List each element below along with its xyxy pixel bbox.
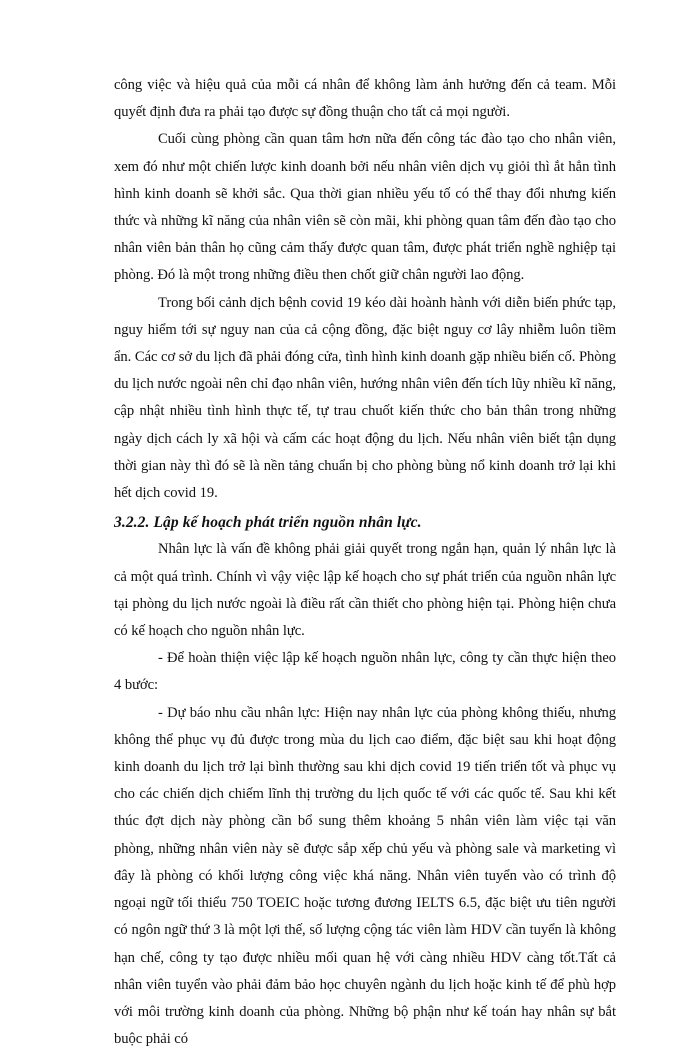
paragraph-four-steps: - Để hoàn thiện việc lập kế hoạch nguồn nhân lực, công ty cần thực hiện theo 4 bước: <box>114 650 616 694</box>
paragraph-covid: Trong bối cảnh dịch bệnh covid 19 kéo dài hoành hành với diễn biến phức tạp, nguy hiểm tới sự nguy nan của cả cộng đồng, đặc biệt nguy cơ lây nhiễm luôn tiềm ẩn. Các cơ sở du lịch đã phải đóng cửa, tình hình kinh doanh gặp nhiều biến cố. Phòng du lịch nước ngoài nên chỉ đạo nhân viên, hướng nhân viên đến tích lũy nhiều kĩ năng, cập nhật nhiều tình hình thực tế, tự trau chuốt kiến thức cho bản thân trong những ngày dịch cách ly xã hội và cấm các hoạt động du lịch. Nếu nhân viên biết tận dụng thời gian này thì đó sẽ là nền tảng chuẩn bị cho phòng bùng nổ kinh doanh trở lại khi hết dịch covid 19. <box>114 294 616 502</box>
document-body <box>114 72 616 1053</box>
paragraph-training: Cuối cùng phòng cần quan tâm hơn nữa đến công tác đào tạo cho nhân viên, xem đó như một chiến lược kinh doanh bởi nếu nhân viên dịch vụ giỏi thì ắt hẳn tình hình kinh doanh sẽ khởi sắc. Qua thời gian nhiều yếu tố có thể thay đổi nhưng kiến thức và những kĩ năng của nhân viên sẽ còn mãi, khi phòng quan tâm đến đào tạo cho nhân viên bản thân họ cũng cảm thấy được quan tâm, được phát triển nghề nghiệp tại phòng. Đó là một trong những điều then chốt giữ chân người lao động. <box>114 131 616 284</box>
paragraph-hr-planning: Nhân lực là vấn đề không phải giải quyết trong ngắn hạn, quản lý nhân lực là cả một quá trình. Chính vì vậy việc lập kế hoạch cho sự phát triển của nguồn nhân lực tại phòng du lịch nước ngoài là điều rất cần thiết cho phòng hiện tại. Phòng hiện chưa có kế hoạch cho nguồn nhân lực. <box>114 541 616 640</box>
paragraph-continuation: công việc và hiệu quả của mỗi cá nhân để không làm ảnh hưởng đến cả team. Mỗi quyết định đưa ra phải tạo được sự đồng thuận cho tất cả mọi người. <box>114 77 616 121</box>
section-heading: 3.2.2. Lập kế hoạch phát triển nguồn nhân lực. <box>114 514 422 532</box>
paragraph-demand-forecast: - Dự báo nhu cầu nhân lực: Hiện nay nhân lực của phòng không thiếu, nhưng không thể phục vụ đủ được trong mùa du lịch cao điểm, đặc biệt sau khi hoạt động kinh doanh du lịch trở lại bình thường sau khi dịch covid 19 tiến triển tốt và phục vụ cho các chiến dịch chiếm lĩnh thị trường du lịch quốc tế với các quốc tế. Sau khi kết thúc đợt dịch này phòng cần bổ sung thêm khoảng 5 nhân viên làm việc tại văn phòng, những nhân viên này sẽ được sắp xếp chủ yếu và phòng sale và marketing vì đây là phòng có khối lượng công việc khá năng. Nhân viên tuyển vào có trình độ ngoại ngữ tối thiểu 750 TOEIC hoặc tương đương IELTS 6.5, đặc biệt ưu tiên người có ngôn ngữ thứ 3 là một lợi thế, số lượng cộng tác viên làm HDV cần tuyển là không hạn chế, công ty tạo được nhiều mối quan hệ với càng nhiều HDV càng tốt.Tất cả nhân viên tuyển vào phải đảm bảo học chuyên ngành du lịch hoặc kinh tế để phù hợp với môi trường kinh doanh của phòng. Những bộ phận như kế toán hay nhân sự bắt buộc phải có <box>114 704 616 1048</box>
